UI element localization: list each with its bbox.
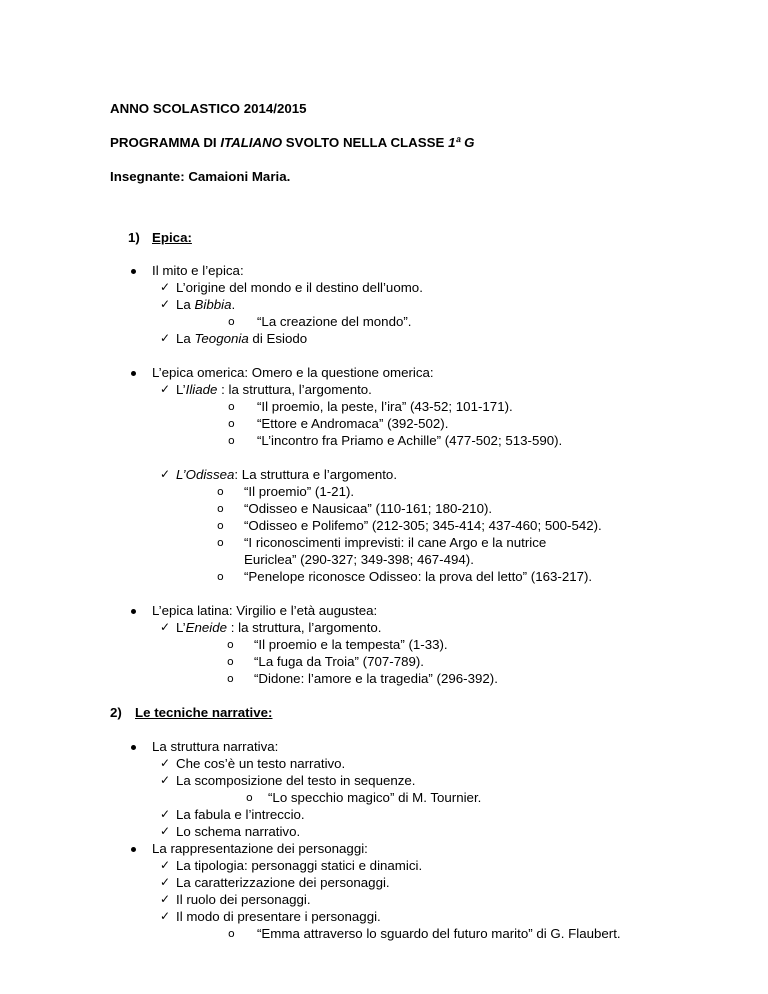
list-item: La tipologia: personaggi statici e dinamici. bbox=[176, 858, 423, 873]
circle-bullet-icon: o bbox=[217, 519, 224, 532]
list-subitem: “Il proemio e la tempesta” (1-33). bbox=[254, 637, 448, 652]
topic-heading: Il mito e l’epica: bbox=[152, 263, 244, 278]
list-subitem: “L’incontro fra Priamo e Achille” (477-502; 513-590). bbox=[257, 433, 563, 448]
list-item: Il modo di presentare i personaggi. bbox=[176, 909, 381, 924]
check-icon: ✓ bbox=[160, 331, 171, 345]
check-icon: ✓ bbox=[160, 280, 171, 294]
check-icon: ✓ bbox=[160, 909, 171, 923]
list-item: La caratterizzazione dei personaggi. bbox=[176, 875, 390, 890]
section-title: Le tecniche narrative: bbox=[135, 705, 273, 720]
check-icon: ✓ bbox=[160, 858, 171, 872]
check-icon: ✓ bbox=[160, 297, 171, 311]
list-subitem: “Emma attraverso lo sguardo del futuro marito” di G. Flaubert. bbox=[257, 926, 621, 941]
circle-bullet-icon: o bbox=[228, 434, 235, 447]
list-subitem: “Ettore e Andromaca” (392-502). bbox=[257, 416, 449, 431]
program-title-part: SVOLTO NELLA CLASSE bbox=[282, 135, 449, 150]
check-icon: ✓ bbox=[160, 773, 171, 787]
list-subitem: “La creazione del mondo”. bbox=[257, 314, 412, 329]
check-icon: ✓ bbox=[160, 467, 171, 481]
text-italic: Eneide bbox=[185, 620, 228, 635]
list-item bbox=[176, 297, 235, 312]
circle-bullet-icon: o bbox=[228, 400, 235, 413]
list-item: L’origine del mondo e il destino dell’uomo. bbox=[176, 280, 423, 295]
topic-heading: L’epica latina: Virgilio e l’età augustea: bbox=[152, 603, 378, 618]
topic-heading: L’epica omerica: Omero e la questione omerica: bbox=[152, 365, 434, 380]
list-item bbox=[176, 620, 382, 635]
check-icon: ✓ bbox=[160, 382, 171, 396]
circle-bullet-icon: o bbox=[217, 536, 224, 549]
bullet-icon bbox=[131, 269, 136, 274]
topic-heading: La struttura narrativa: bbox=[152, 739, 279, 754]
list-subitem-continuation: Euriclea” (290-327; 349-398; 467-494). bbox=[244, 552, 474, 567]
list-item: La scomposizione del testo in sequenze. bbox=[176, 773, 416, 788]
bullet-icon bbox=[131, 371, 136, 376]
section-number: 1) bbox=[128, 230, 140, 245]
list-item: La fabula e l’intreccio. bbox=[176, 807, 305, 822]
program-title-part: PROGRAMMA DI bbox=[110, 135, 221, 150]
text-part: : la struttura, l’argomento. bbox=[217, 382, 372, 397]
circle-bullet-icon: o bbox=[217, 485, 224, 498]
list-item: Lo schema narrativo. bbox=[176, 824, 301, 839]
list-subitem: “Il proemio, la peste, l’ira” (43-52; 101-171). bbox=[257, 399, 513, 414]
list-item: Il ruolo dei personaggi. bbox=[176, 892, 311, 907]
text-italic: Bibbia bbox=[194, 297, 232, 312]
list-subitem: “Didone: l’amore e la tragedia” (296-392). bbox=[254, 671, 498, 686]
teacher-line: Insegnante: Camaioni Maria. bbox=[110, 169, 291, 184]
text-part: L’ bbox=[176, 620, 186, 635]
circle-bullet-icon: o bbox=[228, 417, 235, 430]
list-subitem: “I riconoscimenti imprevisti: il cane Argo e la nutrice bbox=[244, 535, 547, 550]
bullet-icon bbox=[131, 847, 136, 852]
circle-bullet-icon: o bbox=[227, 672, 234, 685]
circle-bullet-icon: o bbox=[228, 315, 235, 328]
list-subitem: “Lo specchio magico” di M. Tournier. bbox=[268, 790, 482, 805]
text-part: La bbox=[176, 297, 195, 312]
bullet-icon bbox=[131, 745, 136, 750]
list-item bbox=[176, 382, 372, 397]
check-icon: ✓ bbox=[160, 756, 171, 770]
circle-bullet-icon: o bbox=[246, 791, 253, 804]
circle-bullet-icon: o bbox=[217, 570, 224, 583]
list-item bbox=[176, 467, 397, 482]
text-italic: Teogonia bbox=[194, 331, 249, 346]
topic-heading: La rappresentazione dei personaggi: bbox=[152, 841, 368, 856]
check-icon: ✓ bbox=[160, 892, 171, 906]
circle-bullet-icon: o bbox=[227, 638, 234, 651]
text-part: : La struttura e l’argomento. bbox=[234, 467, 398, 482]
check-icon: ✓ bbox=[160, 620, 171, 634]
list-item bbox=[176, 331, 307, 346]
text-part: La bbox=[176, 331, 195, 346]
program-title bbox=[110, 135, 474, 150]
list-subitem: “Il proemio” (1-21). bbox=[244, 484, 355, 499]
list-subitem: “La fuga da Troia” (707-789). bbox=[254, 654, 425, 669]
program-subject: ITALIANO bbox=[220, 135, 283, 150]
circle-bullet-icon: o bbox=[228, 927, 235, 940]
school-year: ANNO SCOLASTICO 2014/2015 bbox=[110, 101, 307, 116]
list-item: Che cos’è un testo narrativo. bbox=[176, 756, 346, 771]
circle-bullet-icon: o bbox=[217, 502, 224, 515]
text-part: . bbox=[231, 297, 236, 312]
section-title: Epica: bbox=[152, 230, 192, 245]
check-icon: ✓ bbox=[160, 824, 171, 838]
text-italic: L’Odissea bbox=[176, 467, 235, 482]
check-icon: ✓ bbox=[160, 875, 171, 889]
text-part: L’ bbox=[176, 382, 186, 397]
circle-bullet-icon: o bbox=[227, 655, 234, 668]
section-number: 2) bbox=[110, 705, 122, 720]
check-icon: ✓ bbox=[160, 807, 171, 821]
program-class: 1ª G bbox=[448, 135, 475, 150]
text-part: di Esiodo bbox=[248, 331, 308, 346]
list-subitem: “Odisseo e Polifemo” (212-305; 345-414; 437-460; 500-542). bbox=[244, 518, 602, 533]
list-subitem: “Odisseo e Nausicaa” (110-161; 180-210). bbox=[244, 501, 493, 516]
list-subitem: “Penelope riconosce Odisseo: la prova del letto” (163-217). bbox=[244, 569, 593, 584]
bullet-icon bbox=[131, 609, 136, 614]
text-italic: Iliade bbox=[185, 382, 218, 397]
text-part: : la struttura, l’argomento. bbox=[227, 620, 382, 635]
